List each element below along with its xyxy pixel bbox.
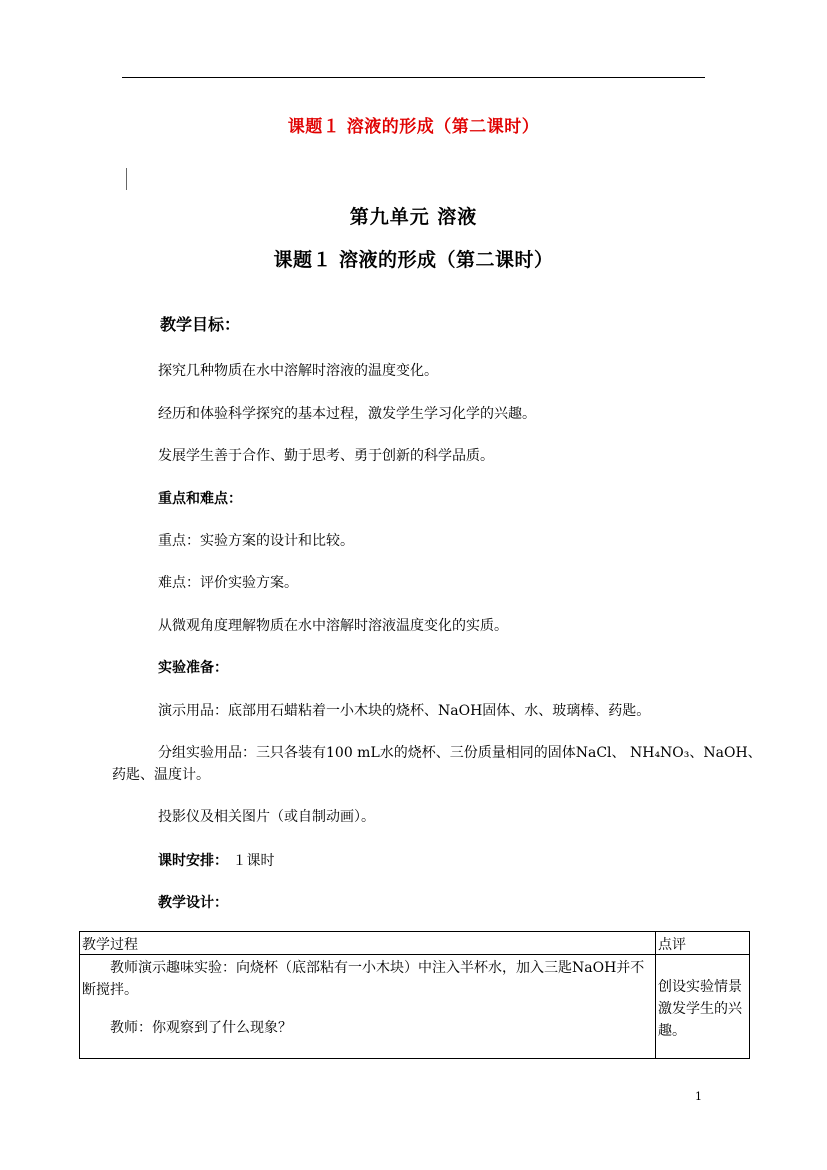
understanding-text: 从微观角度理解物质在水中溶解时溶液温度变化的实质。	[158, 618, 508, 634]
projector-text: 投影仪及相关图片（或自制动画）。	[158, 809, 375, 825]
keypoint-text: 重点：实验方案的设计和比较。	[158, 533, 354, 549]
table-header-process: 教学过程	[82, 937, 138, 953]
objective-item: 探究几种物质在水中溶解时溶液的温度变化。	[158, 363, 438, 379]
process-paragraph: 教师：你观察到了什么现象？	[110, 1020, 292, 1036]
table-header-comment: 点评	[658, 937, 686, 953]
margin-mark	[126, 168, 127, 190]
prep-heading: 实验准备：	[158, 660, 228, 676]
demo-items: 演示用品：底部用石蜡粘着一小木块的烧杯、NaOH固体、水、玻璃棒、药匙。	[158, 703, 651, 719]
objective-item: 发展学生善于合作、勤于思考、勇于创新的科学品质。	[158, 448, 494, 464]
difficulty-text: 难点：评价实验方案。	[158, 575, 298, 591]
lesson-title: 课题１ 溶液的形成（第二课时）	[273, 249, 554, 271]
table-row-divider	[80, 954, 749, 955]
table-cell-process	[82, 957, 654, 1039]
schedule-line	[158, 851, 274, 871]
table-cell-comment: 创设实验情景激发学生的兴趣。	[658, 979, 742, 1039]
objective-item: 经历和体验科学探究的基本过程，激发学生学习化学的兴趣。	[158, 406, 536, 422]
group-items-line1: 分组实验用品：三只各装有100 mL水的烧杯、三份质量相同的固体NaCl、 NH₄NO₃、NaOH、	[158, 745, 762, 761]
process-paragraph: 教师演示趣味实验：向烧杯（底部粘有一小木块）中注入半杯水，加入三匙NaOH并不断搅拌。	[82, 960, 645, 998]
header-title: 课题１ 溶液的形成（第二课时）	[287, 117, 540, 137]
unit-title: 第九单元 溶液	[349, 206, 478, 228]
objectives-heading: 教学目标：	[160, 315, 241, 334]
header-rule	[122, 77, 705, 78]
schedule-value: １课时	[228, 853, 275, 869]
teaching-design-table	[79, 931, 750, 1059]
design-heading: 教学设计：	[158, 895, 228, 911]
group-items-line2: 药匙、温度计。	[112, 767, 210, 783]
schedule-label: 课时安排：	[158, 853, 228, 869]
table-column-divider	[655, 932, 656, 1058]
keypoints-heading: 重点和难点：	[158, 491, 242, 507]
page-number: 1	[695, 1090, 702, 1103]
